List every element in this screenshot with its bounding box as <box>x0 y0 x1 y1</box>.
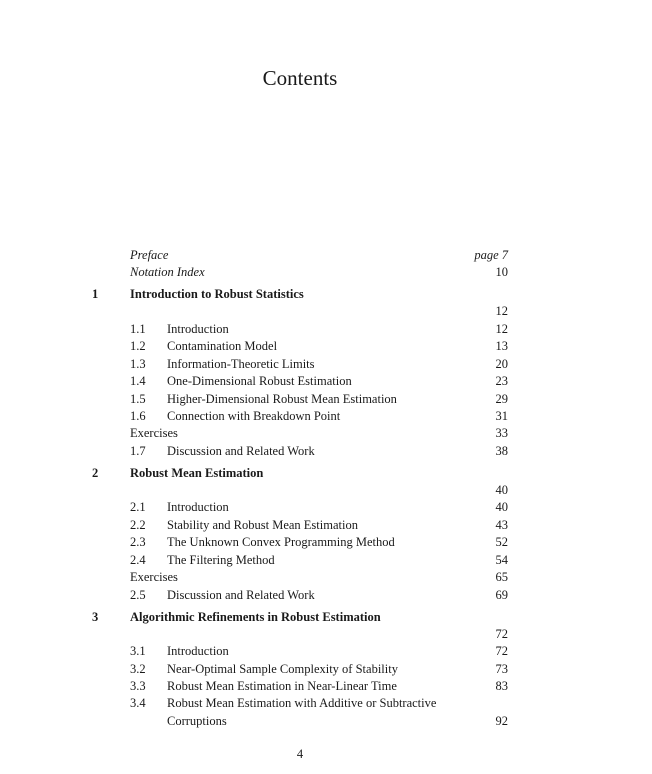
section-number: 1.3 <box>130 357 146 371</box>
toc-entry-2-3[interactable] <box>0 534 652 551</box>
section-title-continuation: Corruptions <box>167 714 227 728</box>
toc-page: 20 <box>495 357 508 371</box>
toc-frontmatter-preface[interactable] <box>0 247 652 264</box>
section-number: 2.3 <box>130 535 146 549</box>
toc-entry-3-1[interactable] <box>0 643 652 660</box>
toc-label: Notation Index <box>130 265 205 279</box>
section-title: Exercises <box>130 426 178 440</box>
toc-chapter-3-page <box>0 626 652 643</box>
toc-entry-2-4[interactable] <box>0 552 652 569</box>
section-number: 3.3 <box>130 679 146 693</box>
toc-entry-exercises-2[interactable] <box>0 569 652 586</box>
section-number: 2.1 <box>130 500 146 514</box>
toc-entry-3-4[interactable] <box>0 695 652 712</box>
toc-entry-1-1[interactable] <box>0 321 652 338</box>
section-title: Contamination Model <box>167 339 278 353</box>
section-title: Discussion and Related Work <box>167 588 315 602</box>
toc-chapter-3[interactable] <box>0 609 652 626</box>
section-title: Exercises <box>130 570 178 584</box>
section-title: Stability and Robust Mean Estimation <box>167 518 358 532</box>
section-title: Introduction <box>167 500 229 514</box>
section-number: 1.4 <box>130 374 146 388</box>
toc-page: 92 <box>495 714 508 728</box>
page-title: Contents <box>262 66 338 90</box>
section-number: 1.2 <box>130 339 146 353</box>
toc-chapter-2-page <box>0 482 652 499</box>
toc-entry-3-4-cont[interactable] <box>0 713 652 730</box>
section-title: Discussion and Related Work <box>167 444 315 458</box>
toc-page: 31 <box>495 409 508 423</box>
toc-entry-1-5[interactable] <box>0 391 652 408</box>
toc-page: 65 <box>495 570 508 584</box>
toc-page: 83 <box>495 679 508 693</box>
section-title: The Unknown Convex Programming Method <box>167 535 395 549</box>
section-number: 3.4 <box>130 696 146 710</box>
toc-entry-2-1[interactable] <box>0 499 652 516</box>
section-number: 3.1 <box>130 644 146 658</box>
section-number: 1.7 <box>130 444 146 458</box>
section-title: Near-Optimal Sample Complexity of Stability <box>167 662 398 676</box>
section-number: 1.6 <box>130 409 146 423</box>
page-number: 4 <box>296 747 304 761</box>
section-title: Robust Mean Estimation with Additive or Subtractive <box>167 696 437 710</box>
toc-page: 40 <box>495 483 508 497</box>
chapter-number: 2 <box>92 466 99 480</box>
section-title: Connection with Breakdown Point <box>167 409 341 423</box>
section-number: 1.1 <box>130 322 146 336</box>
toc-page: 29 <box>495 392 508 406</box>
chapter-number: 1 <box>92 287 99 301</box>
toc-page: 72 <box>495 644 508 658</box>
toc-page: 52 <box>495 535 508 549</box>
toc-page: 33 <box>495 426 508 440</box>
toc-page: 38 <box>495 444 508 458</box>
toc-entry-3-2[interactable] <box>0 661 652 678</box>
toc-page: 73 <box>495 662 508 676</box>
chapter-title: Robust Mean Estimation <box>130 466 264 480</box>
section-title: Information-Theoretic Limits <box>167 357 315 371</box>
toc-chapter-1[interactable] <box>0 286 652 303</box>
section-title: Introduction <box>167 644 229 658</box>
toc-entry-3-3[interactable] <box>0 678 652 695</box>
section-title: Introduction <box>167 322 229 336</box>
toc-page: 40 <box>495 500 508 514</box>
toc-entry-1-7[interactable] <box>0 443 652 460</box>
section-title: One-Dimensional Robust Estimation <box>167 374 352 388</box>
toc-chapter-2[interactable] <box>0 465 652 482</box>
toc-page: 43 <box>495 518 508 532</box>
toc-page: 12 <box>495 304 508 318</box>
toc-entry-1-4[interactable] <box>0 373 652 390</box>
toc-page: page 7 <box>474 248 508 262</box>
section-number: 2.5 <box>130 588 146 602</box>
section-number: 2.2 <box>130 518 146 532</box>
toc-chapter-1-page <box>0 303 652 320</box>
toc-entry-2-5[interactable] <box>0 587 652 604</box>
section-number: 3.2 <box>130 662 146 676</box>
section-title: Higher-Dimensional Robust Mean Estimation <box>167 392 397 406</box>
toc-page: 10 <box>495 265 508 279</box>
section-number: 2.4 <box>130 553 146 567</box>
toc-entry-exercises-1[interactable] <box>0 425 652 442</box>
section-number: 1.5 <box>130 392 146 406</box>
toc-page: 12 <box>495 322 508 336</box>
toc-label: Preface <box>130 248 169 262</box>
toc-entry-1-3[interactable] <box>0 356 652 373</box>
toc-page: 13 <box>495 339 508 353</box>
section-title: The Filtering Method <box>167 553 275 567</box>
chapter-title: Introduction to Robust Statistics <box>130 287 304 301</box>
section-title: Robust Mean Estimation in Near-Linear Time <box>167 679 397 693</box>
toc-frontmatter-notation-index[interactable] <box>0 264 652 281</box>
toc-page: 72 <box>495 627 508 641</box>
toc-entry-1-2[interactable] <box>0 338 652 355</box>
toc-page: 69 <box>495 588 508 602</box>
toc-entry-1-6[interactable] <box>0 408 652 425</box>
toc-page: 23 <box>495 374 508 388</box>
chapter-number: 3 <box>92 610 99 624</box>
toc-entry-2-2[interactable] <box>0 517 652 534</box>
toc-page: 54 <box>495 553 508 567</box>
chapter-title: Algorithmic Refinements in Robust Estimation <box>130 610 381 624</box>
